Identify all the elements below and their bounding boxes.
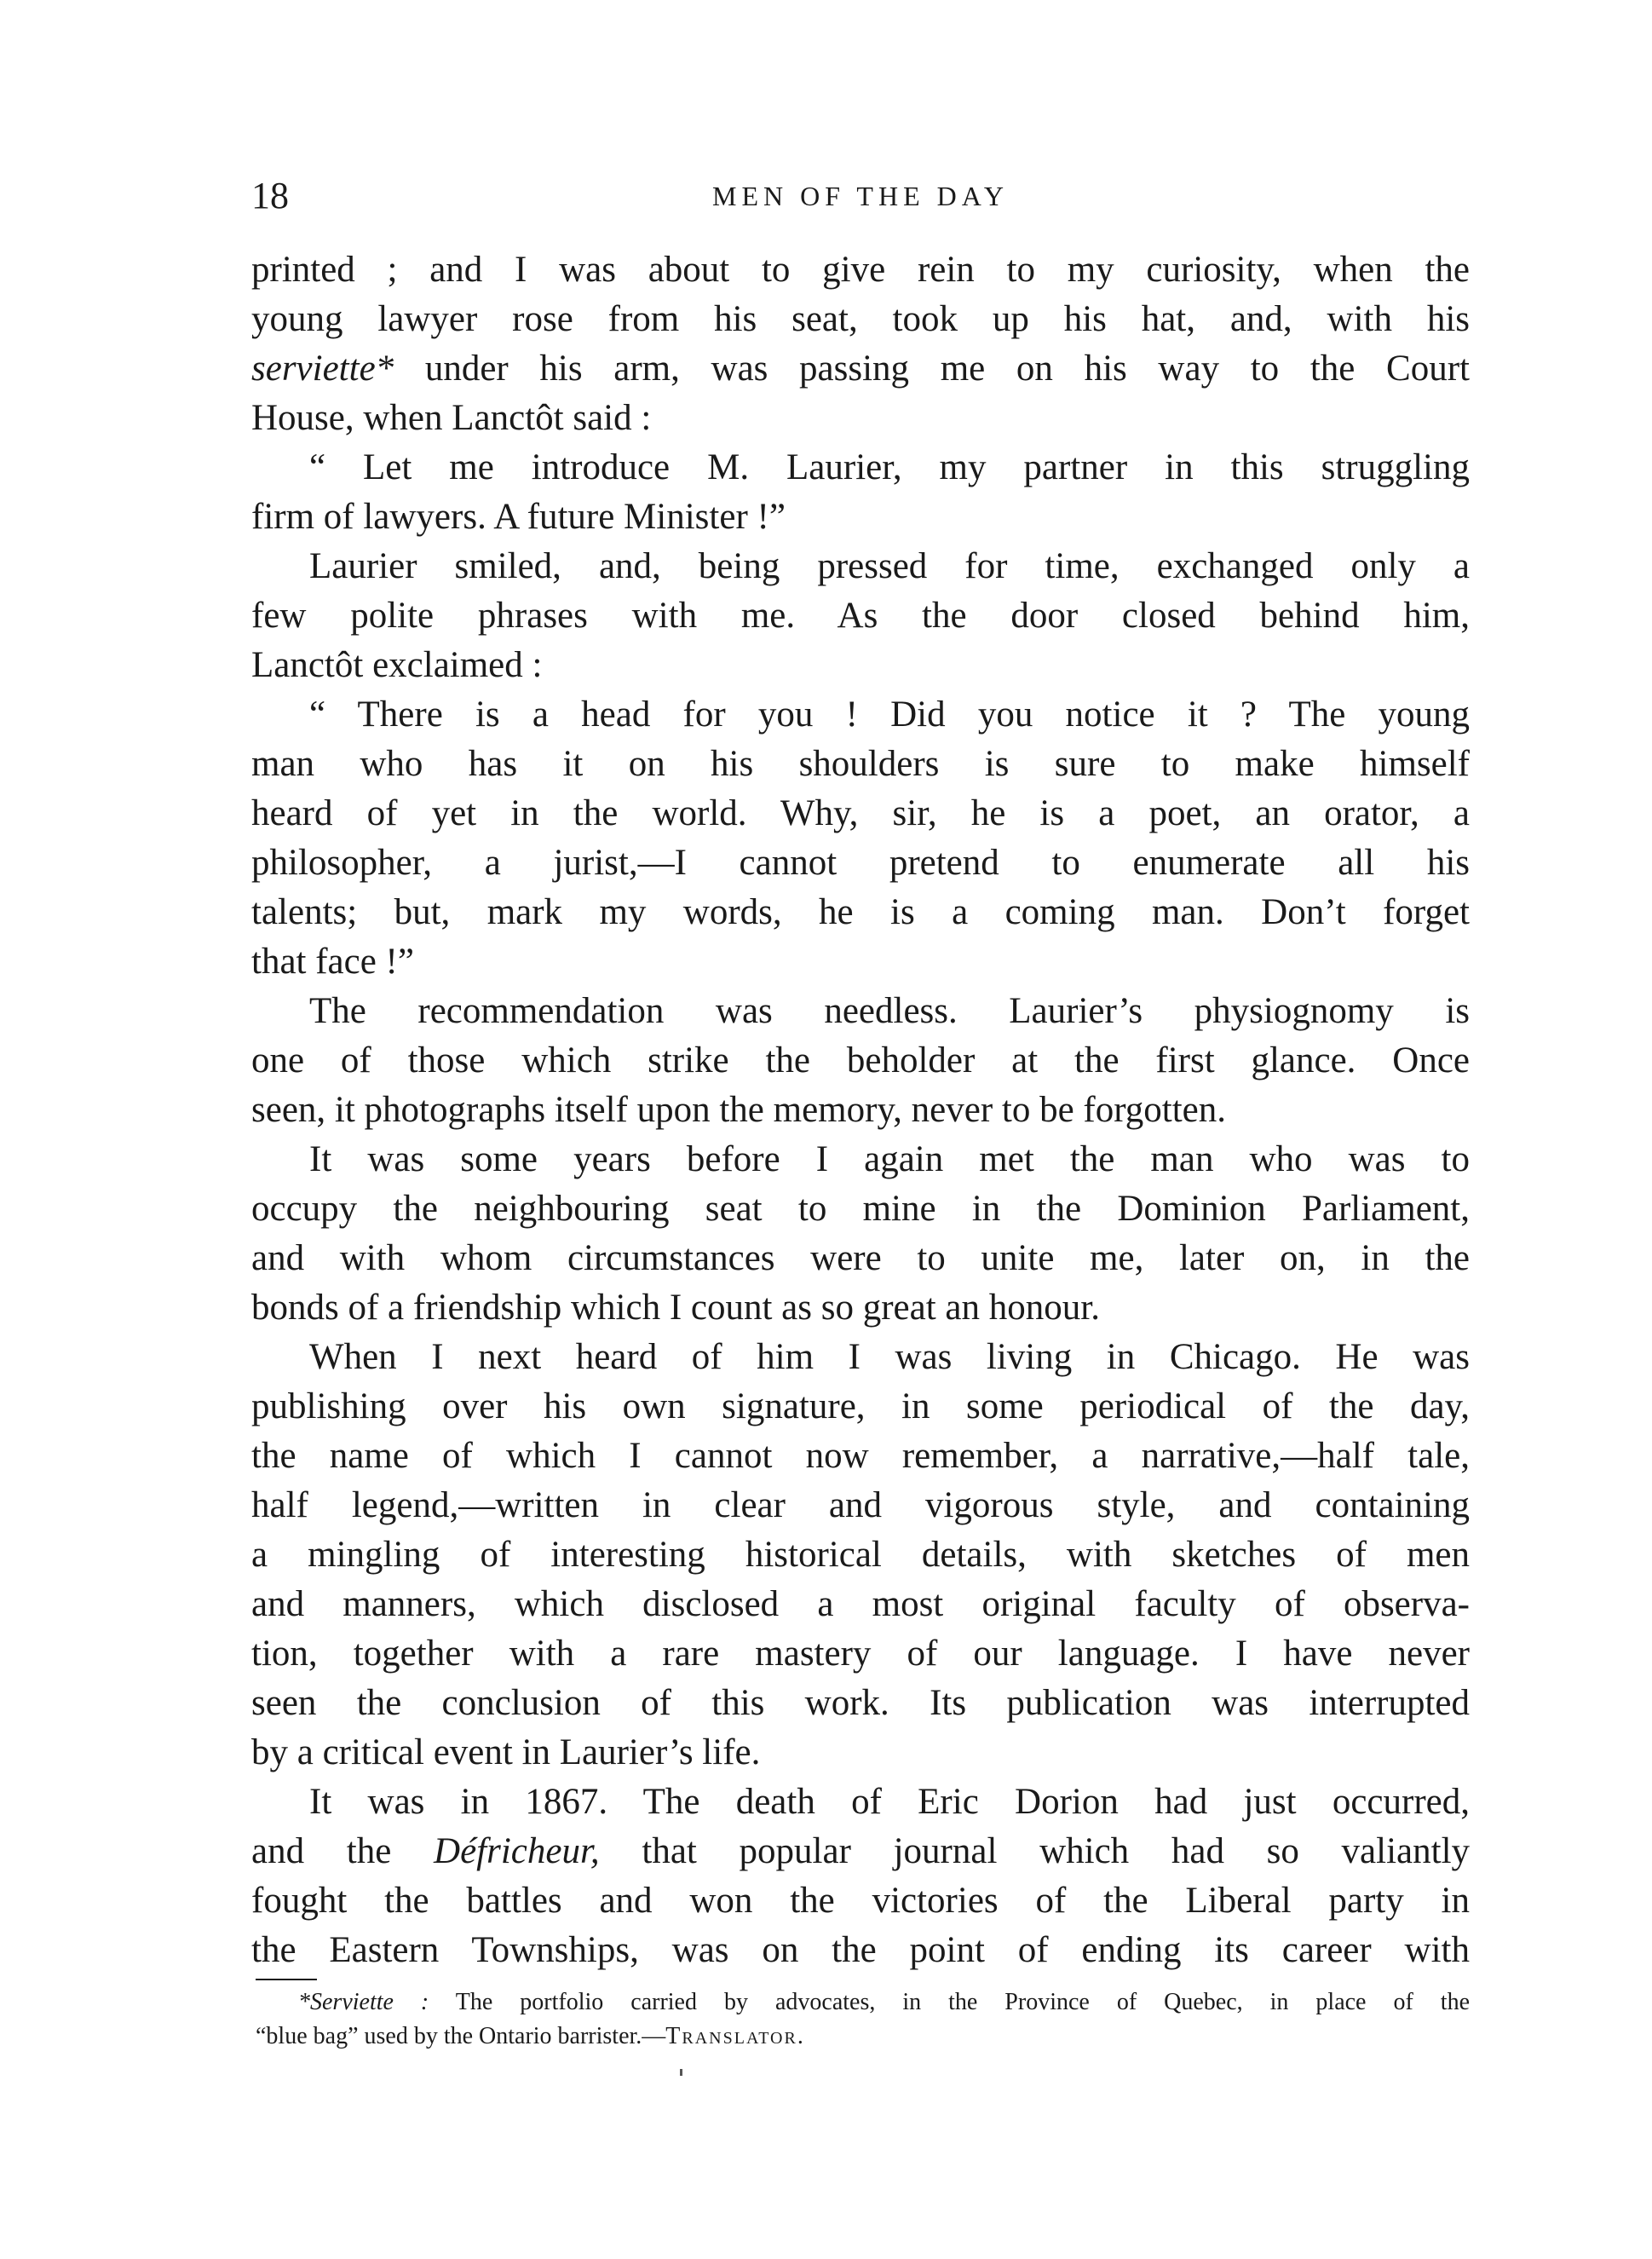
text-line: seen the conclusion of this work. Its publication was interrupted xyxy=(251,1683,1470,1723)
text-line: publishing over his own signature, in some periodical of the day, xyxy=(251,1386,1470,1426)
text-line xyxy=(251,1827,1470,1876)
text-line: young lawyer rose from his seat, took up his hat, and, with his xyxy=(251,299,1470,339)
text-line: When I next heard of him I was living in Chicago. He was xyxy=(309,1337,1470,1377)
italic-term: serviette* xyxy=(251,349,394,389)
text-line: talents; but, mark my words, he is a coming man. Don’t forget xyxy=(251,892,1470,932)
print-speck xyxy=(680,2069,682,2076)
text-line: printed ; and I was about to give rein to my curiosity, when the xyxy=(251,250,1470,290)
text-line: firm of lawyers. A future Minister !” xyxy=(251,497,786,537)
text-line: Lanctôt exclaimed : xyxy=(251,645,543,685)
footnote-text: “blue bag” used by the Ontario barrister.— xyxy=(256,2023,666,2049)
text-line-rest: that popular journal which had so valiantly xyxy=(642,1831,1471,1871)
text-line: half legend,—written in clear and vigorous style, and containing xyxy=(251,1485,1470,1525)
text-line-rest: under his arm, was passing me on his way to the Court xyxy=(424,349,1470,389)
text-line: by a critical event in Laurier’s life. xyxy=(251,1732,761,1772)
page-number: 18 xyxy=(251,175,289,216)
text-line: the name of which I cannot now remember, a narrative,—half tale, xyxy=(251,1436,1470,1476)
text-line: man who has it on his shoulders is sure to make himself xyxy=(251,744,1470,784)
body-text xyxy=(251,245,1470,1975)
text-line xyxy=(251,344,1470,394)
text-line: seen, it photographs itself upon the memory, never to be forgotten. xyxy=(251,1090,1227,1130)
text-line: “ Let me introduce M. Laurier, my partner in this struggling xyxy=(309,447,1470,487)
footnote-line xyxy=(256,2020,1470,2054)
text-line: the Eastern Townships, was on the point of ending its career with xyxy=(251,1930,1470,1970)
text-line: The recommendation was needless. Laurier’s physiognomy is xyxy=(309,991,1470,1031)
text-line: a mingling of interesting historical details, with sketches of men xyxy=(251,1535,1470,1575)
text-line: that face !” xyxy=(251,942,414,982)
italic-journal-title: Défricheur, xyxy=(434,1831,600,1871)
text-line: It was in 1867. The death of Eric Dorion had just occurred, xyxy=(309,1782,1470,1822)
text-line: House, when Lanctôt said : xyxy=(251,398,652,438)
page-header xyxy=(251,170,1470,222)
text-line: occupy the neighbouring seat to mine in the Dominion Parliament, xyxy=(251,1189,1470,1229)
text-line: bonds of a friendship which I count as so great an honour. xyxy=(251,1288,1100,1328)
text-line: It was some years before I again met the man who was to xyxy=(309,1139,1470,1179)
text-line: heard of yet in the world. Why, sir, he is a poet, an orator, a xyxy=(251,793,1470,833)
text-line: tion, together with a rare mastery of our language. I have never xyxy=(251,1634,1470,1674)
footnote-text: The portfolio carried by advocates, in the Province of Quebec, in place of the xyxy=(455,1989,1470,2015)
text-line: and with whom circumstances were to unite me, later on, in the xyxy=(251,1238,1470,1278)
text-line-start: and the xyxy=(251,1831,392,1871)
text-line: Laurier smiled, and, being pressed for time, exchanged only a xyxy=(309,546,1470,586)
text-line: fought the battles and won the victories of the Liberal party in xyxy=(251,1881,1470,1921)
text-line: few polite phrases with me. As the door closed behind him, xyxy=(251,596,1470,636)
footnote xyxy=(256,1985,1470,2054)
text-line: “ There is a head for you ! Did you notice it ? The young xyxy=(309,694,1470,735)
running-head: MEN OF THE DAY xyxy=(711,181,1010,211)
footnote-rule xyxy=(256,1979,317,1980)
footnote-line xyxy=(256,1985,1470,2020)
footnote-label: *Serviette : xyxy=(298,1989,429,2015)
text-line: and manners, which disclosed a most original faculty of observa- xyxy=(251,1584,1470,1624)
footnote-translator: Translator. xyxy=(665,2023,805,2049)
text-line: philosopher, a jurist,—I cannot pretend to enumerate all his xyxy=(251,843,1470,883)
text-line: one of those which strike the beholder at the first glance. Once xyxy=(251,1040,1470,1081)
